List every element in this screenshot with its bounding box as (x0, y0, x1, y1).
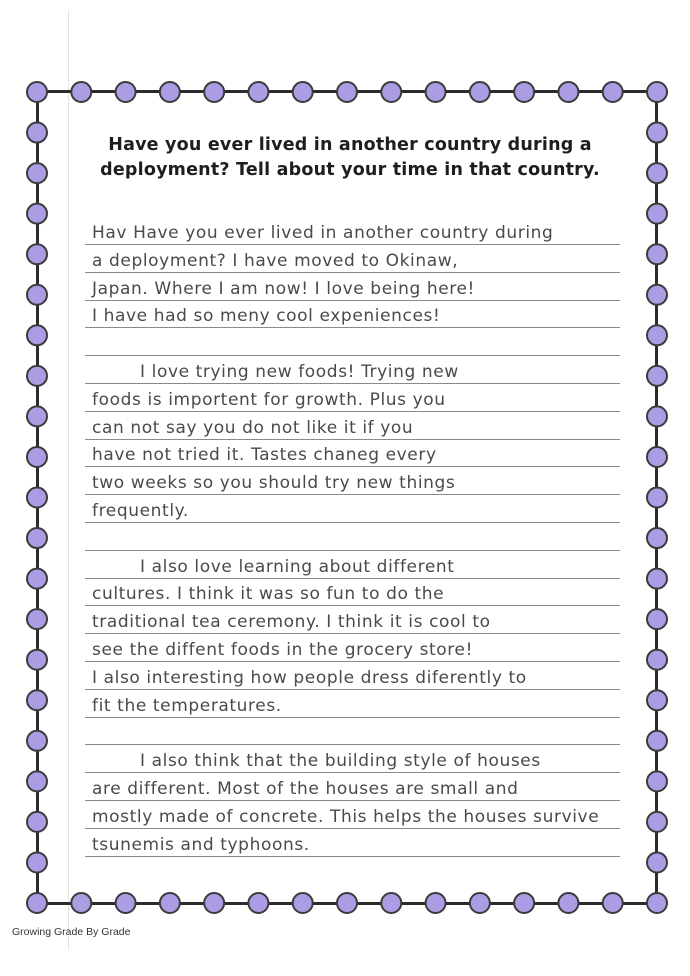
handwritten-line: fit the temperatures. (92, 696, 282, 716)
bead-circle (470, 893, 490, 913)
bead-circle (381, 82, 401, 102)
ruled-line (85, 300, 620, 301)
bead-circle (647, 528, 667, 548)
bead-circle (116, 82, 136, 102)
bead-circle (647, 366, 667, 386)
bead-circle (27, 812, 47, 832)
bead-circle (647, 163, 667, 183)
bead-circle (27, 609, 47, 629)
ruled-line (85, 244, 620, 245)
bead-circle (27, 244, 47, 264)
handwritten-line: I also interesting how people dress diferently to (92, 668, 527, 688)
bead-circle (160, 893, 180, 913)
ruled-line (85, 828, 620, 829)
prompt-line-2: deployment? Tell about your time in that country. (100, 160, 600, 180)
writing-prompt (80, 133, 620, 183)
handwritten-line: have not tried it. Tastes chaneg every (92, 445, 437, 465)
bead-circle (27, 325, 47, 345)
footer-credit: Growing Grade By Grade (12, 926, 131, 938)
bead-circle (27, 406, 47, 426)
handwritten-line: tsunemis and typhoons. (92, 835, 310, 855)
handwritten-line: I love trying new foods! Trying new (140, 362, 459, 382)
ruled-line (85, 411, 620, 412)
bead-circle (647, 812, 667, 832)
handwritten-line: two weeks so you should try new things (92, 473, 456, 493)
bead-circle (204, 893, 224, 913)
handwritten-line: I have had so meny cool expeniences! (92, 306, 441, 326)
ruled-line (85, 522, 620, 523)
bead-circle (293, 82, 313, 102)
ruled-line (85, 494, 620, 495)
bead-circle (426, 893, 446, 913)
bead-circle (647, 731, 667, 751)
bead-circle (27, 650, 47, 670)
ruled-line (85, 550, 620, 551)
bead-circle (647, 690, 667, 710)
bead-circle (27, 447, 47, 467)
bead-circle (647, 771, 667, 791)
bead-circle (116, 893, 136, 913)
handwritten-line: foods is importent for growth. Plus you (92, 390, 446, 410)
bead-circle (27, 771, 47, 791)
bead-circle (204, 82, 224, 102)
bead-circle (647, 650, 667, 670)
bead-circle (647, 609, 667, 629)
ruled-line (85, 744, 620, 745)
bead-circle (27, 528, 47, 548)
ruled-line (85, 689, 620, 690)
handwritten-line: can not say you do not like it if you (92, 418, 414, 438)
bead-circle (381, 893, 401, 913)
ruled-line (85, 800, 620, 801)
bead-circle (27, 204, 47, 224)
handwritten-line: a deployment? I have moved to Okinaw, (92, 251, 459, 271)
bead-circle (293, 893, 313, 913)
ruled-line (85, 605, 620, 606)
bead-circle (27, 852, 47, 872)
bead-circle (426, 82, 446, 102)
handwritten-line: traditional tea ceremony. I think it is cool to (92, 612, 491, 632)
bead-circle (27, 488, 47, 508)
bead-circle (647, 123, 667, 143)
bead-circle (27, 893, 47, 913)
bead-circle (647, 893, 667, 913)
bead-circle (71, 82, 91, 102)
bead-circle (647, 447, 667, 467)
bead-circle (647, 488, 667, 508)
handwritten-line: Hav Have you ever lived in another country during (92, 223, 554, 243)
ruled-line (85, 717, 620, 718)
ruled-line (85, 439, 620, 440)
bead-circle (248, 893, 268, 913)
bead-circle (603, 893, 623, 913)
bead-circle (27, 82, 47, 102)
ruled-line (85, 633, 620, 634)
bead-circle (647, 325, 667, 345)
bead-circle (603, 82, 623, 102)
handwritten-line: see the diffent foods in the grocery store! (92, 640, 473, 660)
bead-circle (558, 82, 578, 102)
bead-circle (27, 731, 47, 751)
handwritten-line: frequently. (92, 501, 189, 521)
handwritten-line: are different. Most of the houses are small and (92, 779, 519, 799)
ruled-line (85, 355, 620, 356)
bead-circle (27, 163, 47, 183)
bead-circle (337, 82, 357, 102)
handwritten-line: I also love learning about different (140, 557, 455, 577)
bead-circle (647, 244, 667, 264)
ruled-line (85, 383, 620, 384)
bead-circle (647, 285, 667, 305)
ruled-line (85, 772, 620, 773)
bead-circle (27, 690, 47, 710)
handwritten-line: I also think that the building style of houses (140, 751, 541, 771)
bead-circle (71, 893, 91, 913)
bead-circle (514, 893, 534, 913)
bead-circle (647, 406, 667, 426)
ruled-line (85, 327, 620, 328)
bead-circle (647, 82, 667, 102)
bead-circle (470, 82, 490, 102)
bead-circle (248, 82, 268, 102)
handwritten-line: cultures. I think it was so fun to do the (92, 584, 445, 604)
bead-circle (647, 204, 667, 224)
bead-circle (647, 569, 667, 589)
bead-circle (558, 893, 578, 913)
bead-circle (514, 82, 534, 102)
bead-circle (27, 569, 47, 589)
bead-circle (160, 82, 180, 102)
ruled-line (85, 466, 620, 467)
handwritten-line: mostly made of concrete. This helps the houses survive (92, 807, 600, 827)
bead-circle (27, 366, 47, 386)
ruled-line (85, 661, 620, 662)
ruled-line (85, 272, 620, 273)
ruled-line (85, 856, 620, 857)
bead-circle (647, 852, 667, 872)
handwritten-line: Japan. Where I am now! I love being here! (92, 279, 475, 299)
ruled-line (85, 578, 620, 579)
bead-circle (27, 123, 47, 143)
bead-circle (337, 893, 357, 913)
bead-circle (27, 285, 47, 305)
prompt-line-1: Have you ever lived in another country during a (108, 135, 592, 155)
